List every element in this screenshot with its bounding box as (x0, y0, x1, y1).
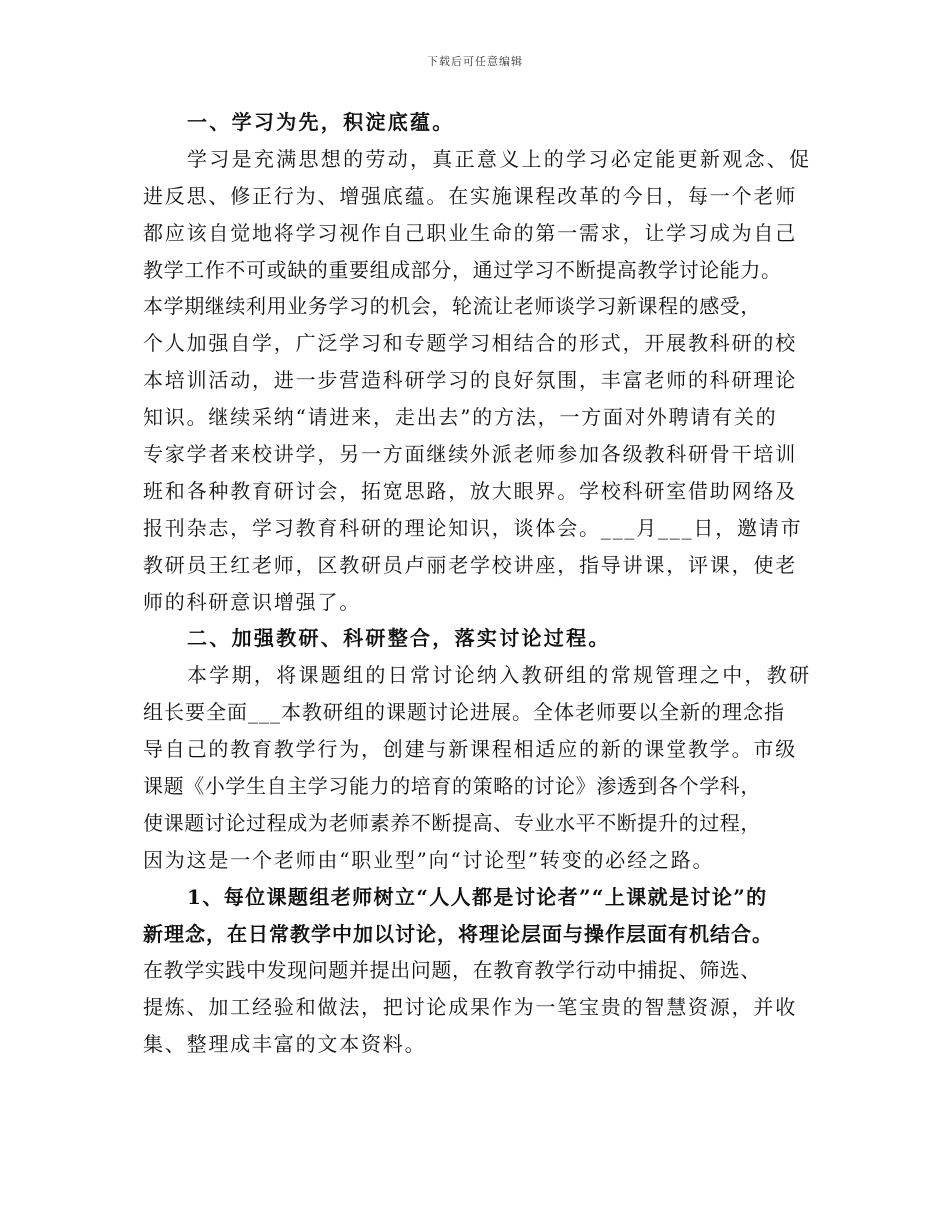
paragraph-line: 在教学实践中发现问题并提出问题，在教育教学行动中捕捉、筛选、 (143, 958, 761, 983)
paragraph-line: 因为这是一个老师由“职业型”向“讨论型”转变的必经之路。 (143, 847, 715, 872)
paragraph-line: 个人加强自学，广泛学习和专题学习相结合的形式，开展教科研的校 (143, 331, 797, 356)
paragraph-line: 学习是充满思想的劳动，真正意义上的学习必定能更新观念、促 (187, 146, 812, 171)
paragraph-line: 师的科研意识增强了。 (143, 589, 361, 614)
paragraph-line: 本培训活动，进一步营造科研学习的良好氛围，丰富老师的科研理论 (143, 368, 797, 393)
paragraph-line: 专家学者来校讲学，另一方面继续外派老师参加各级教科研骨干培训 (143, 442, 797, 467)
document-body (143, 104, 813, 1063)
section-heading-line: 新理念，在日常教学中加以讨论，将理论层面与操作层面有机结合。 (143, 921, 773, 946)
paragraph-line: 集、整理成丰富的文本资料。 (143, 1032, 427, 1057)
section-heading-line: 1、每位课题组老师树立“人人都是讨论者”“上课就是讨论”的 (187, 884, 768, 909)
paragraph-line: 教学工作不可或缺的重要组成部分，通过学习不断提高教学讨论能力。 (143, 257, 782, 282)
paragraph-line: 提炼、加工经验和做法，把讨论成果作为一笔宝贵的智慧资源，并收 (143, 995, 797, 1020)
paragraph-line: 导自己的教育教学行为，创建与新课程相适应的新的课堂教学。市级 (143, 737, 797, 762)
paragraph-line: 组长要全面___本教研组的课题讨论进展。全体老师要以全新的理念指 (143, 700, 785, 725)
paragraph-line: 教研员王红老师，区教研员卢丽老学校讲座，指导讲课，评课，使老 (143, 552, 797, 577)
section-heading-line: 二、加强教研、科研整合，落实讨论过程。 (187, 626, 611, 651)
paragraph-line: 报刊杂志，学习教育科研的理论知识，谈体会。___月___日，邀请市 (143, 515, 803, 540)
paragraph-line: 本学期继续利用业务学习的机会，轮流让老师谈学习新课程的感受， (143, 294, 761, 319)
paragraph-line: 本学期，将课题组的日常讨论纳入教研组的常规管理之中，教研 (187, 663, 812, 688)
section-heading-line: 一、学习为先，积淀底蕴。 (187, 110, 455, 134)
paragraph-line: 使课题讨论过程成为老师素养不断提高、专业水平不断提升的过程， (143, 810, 761, 835)
paragraph-line: 班和各种教育研讨会，拓宽思路，放大眼界。学校科研室借助网络及 (143, 478, 797, 503)
page-header: 下载后可任意编辑 (427, 55, 523, 68)
paragraph-line: 知识。继续采纳“请进来，走出去”的方法，一方面对外聘请有关的 (143, 405, 778, 430)
paragraph-line: 课题《小学生自主学习能力的培育的策略的讨论》渗透到各个学科， (143, 774, 761, 799)
paragraph-line: 都应该自觉地将学习视作自己职业生命的第一需求，让学习成为自己 (143, 220, 797, 245)
paragraph-line: 进反思、修正行为、增强底蕴。在实施课程改革的今日，每一个老师 (143, 183, 797, 208)
